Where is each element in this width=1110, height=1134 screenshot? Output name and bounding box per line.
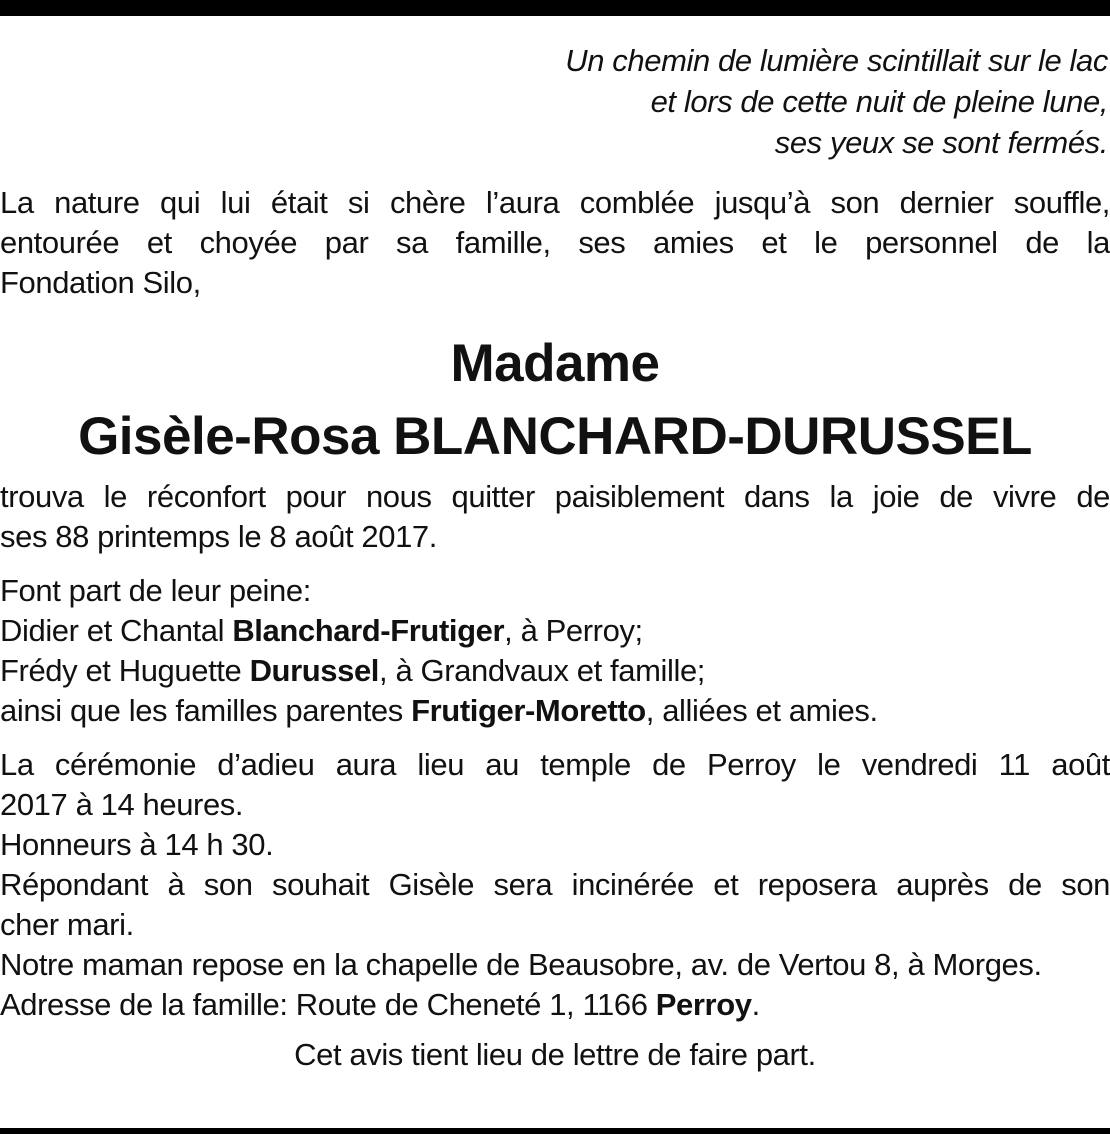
wish-line: cher mari.: [0, 907, 134, 942]
ceremony-line: La cérémonie d’adieu aura lieu au temple de Perroy le vendredi 11 août: [0, 747, 1110, 782]
mourner-place: , à Grandvaux et famille;: [379, 653, 706, 688]
address-end: .: [751, 987, 760, 1022]
intro-paragraph: [0, 183, 1110, 303]
mourner-names: Frédy et Huguette: [0, 653, 250, 688]
mourners-heading: Font part de leur peine:: [0, 573, 311, 608]
bottom-border-rule: [0, 1128, 1110, 1134]
poem-line: et lors de cette nuit de pleine lune,: [650, 84, 1108, 119]
mourner-row: [0, 691, 1110, 731]
closing-note: Cet avis tient lieu de lettre de faire part.: [294, 1037, 816, 1072]
mourner-place: , alliées et amies.: [645, 693, 878, 728]
mourner-place: , à Perroy;: [504, 613, 643, 648]
resting-place-line: Notre maman repose en la chapelle de Beausobre, av. de Vertou 8, à Morges.: [0, 947, 1042, 982]
address-town: Perroy: [655, 987, 752, 1022]
poem-line: Un chemin de lumière scintillait sur le lac: [565, 43, 1108, 78]
mourner-surname: Frutiger-Moretto: [411, 693, 646, 728]
deceased-title: Madame: [450, 334, 660, 393]
poem-epigraph: [0, 40, 1110, 163]
intro-line: Fondation Silo,: [0, 265, 201, 300]
intro-line: La nature qui lui était si chère l’aura comblée jusqu’à son dernier souffle,: [0, 185, 1110, 220]
top-border-rule: [0, 0, 1110, 16]
passing-line: trouva le réconfort pour nous quitter paisiblement dans la joie de vivre de: [0, 479, 1110, 514]
mourner-names: Didier et Chantal: [0, 613, 233, 648]
wish-line: Répondant à son souhait Gisèle sera incinérée et reposera auprès de son: [0, 867, 1110, 902]
passing-paragraph: [0, 477, 1110, 557]
ceremony-paragraph: [0, 745, 1110, 1025]
poem-line: ses yeux se sont fermés.: [774, 125, 1108, 160]
mourner-row: [0, 651, 1110, 691]
intro-line: entourée et choyée par sa famille, ses amies et le personnel de la: [0, 225, 1110, 260]
honours-line: Honneurs à 14 h 30.: [0, 827, 274, 862]
deceased-name: Gisèle-Rosa BLANCHARD-DURUSSEL: [78, 407, 1032, 466]
mourner-names: ainsi que les familles parentes: [0, 693, 412, 728]
address-text: Adresse de la famille: Route de Cheneté 1, 1166: [0, 987, 656, 1022]
mourner-row: [0, 611, 1110, 651]
ceremony-line: 2017 à 14 heures.: [0, 787, 244, 822]
family-address-line: [0, 985, 1110, 1025]
mourner-surname: Blanchard-Frutiger: [232, 613, 505, 648]
mourner-surname: Durussel: [249, 653, 380, 688]
deceased-name-heading: [0, 327, 1110, 473]
mourners-paragraph: [0, 571, 1110, 731]
passing-line: ses 88 printemps le 8 août 2017.: [0, 519, 437, 554]
obituary-notice: [0, 40, 1110, 1075]
